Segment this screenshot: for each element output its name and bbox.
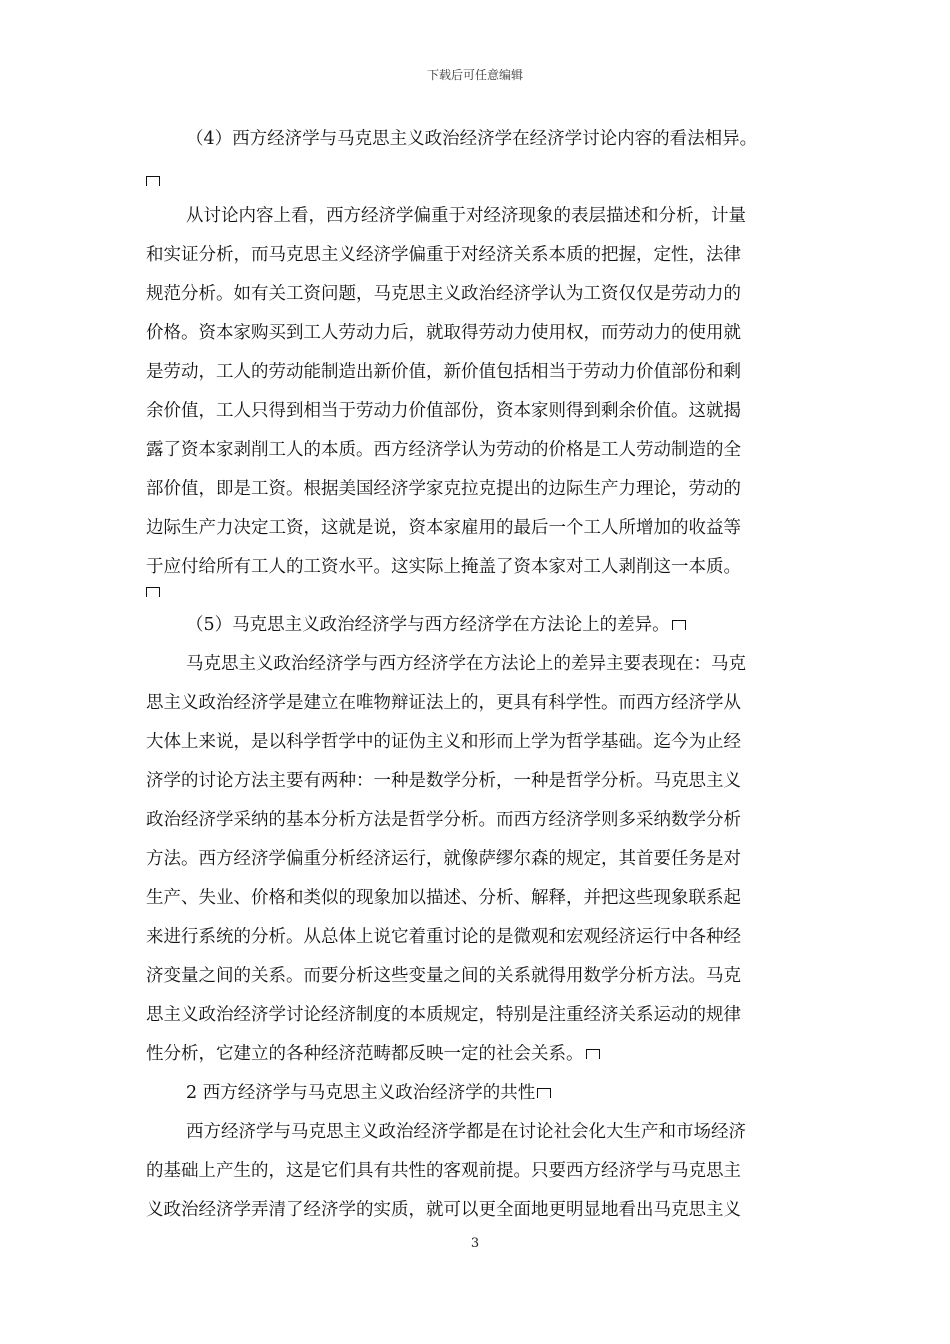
- text-line: 思主义政治经济学是建立在唯物辩证法上的，更具有科学性。而西方经济学从: [146, 693, 741, 713]
- paragraph-mark: [146, 587, 160, 597]
- text-line: 从讨论内容上看，西方经济学偏重于对经济现象的表层描述和分析，计量: [186, 206, 746, 226]
- text-line: 规范分析。如有关工资问题，马克思主义政治经济学认为工资仅仅是劳动力的: [146, 284, 741, 304]
- text-line: 政治经济学采纳的基本分析方法是哲学分析。而西方经济学则多采纳数学分析: [146, 810, 741, 830]
- text-line: 价格。资本家购买到工人劳动力后，就取得劳动力使用权，而劳动力的使用就: [146, 323, 741, 343]
- text-line: （4）西方经济学与马克思主义政治经济学在经济学讨论内容的看法相异。: [186, 129, 758, 149]
- text-line: 性分析，它建立的各种经济范畴都反映一定的社会关系。: [146, 1042, 600, 1066]
- text-line: 于应付给所有工人的工资水平。这实际上掩盖了资本家对工人剥削这一本质。: [146, 557, 741, 577]
- text-line: 马克思主义政治经济学与西方经济学在方法论上的差异主要表现在：马克: [186, 654, 746, 674]
- page-header: 下载后可任意编辑: [426, 68, 523, 82]
- text-line: 西方经济学与马克思主义政治经济学都是在讨论社会化大生产和市场经济: [186, 1122, 746, 1142]
- text-line: 方法。西方经济学偏重分析经济运行，就像萨缪尔森的规定，其首要任务是对: [146, 849, 741, 869]
- text-line: 部价值，即是工资。根据美国经济学家克拉克提出的边际生产力理论，劳动的: [146, 479, 741, 499]
- text-line: 边际生产力决定工资，这就是说，资本家雇用的最后一个工人所增加的收益等: [146, 518, 741, 538]
- text-line: 济学的讨论方法主要有两种：一种是数学分析，一种是哲学分析。马克思主义: [146, 771, 741, 791]
- section-heading: 2 西方经济学与马克思主义政治经济学的共性: [186, 1081, 551, 1105]
- paragraph-mark: [586, 1049, 600, 1059]
- text-line: 大体上来说，是以科学哲学中的证伪主义和形而上学为哲学基础。迄今为止经: [146, 732, 741, 752]
- text-line: 生产、失业、价格和类似的现象加以描述、分析、解释，并把这些现象联系起: [146, 888, 741, 908]
- text-line: 是劳动，工人的劳动能制造出新价值，新价值包括相当于劳动力价值部份和剩: [146, 362, 741, 382]
- paragraph-mark: [146, 176, 160, 186]
- text-line: 和实证分析，而马克思主义经济学偏重于对经济关系本质的把握，定性，法律: [146, 245, 741, 265]
- text-line: 来进行系统的分析。从总体上说它着重讨论的是微观和宏观经济运行中各种经: [146, 927, 741, 947]
- text-line: 义政治经济学弄清了经济学的实质，就可以更全面地更明显地看出马克思主义: [146, 1200, 741, 1220]
- text-line: （5）马克思主义政治经济学与西方经济学在方法论上的差异。: [186, 613, 686, 637]
- page-number: 3: [470, 1236, 480, 1251]
- text-line: 余价值，工人只得到相当于劳动力价值部份，资本家则得到剩余价值。这就揭: [146, 401, 741, 421]
- text-line: 的基础上产生的，这是它们具有共性的客观前提。只要西方经济学与马克思主: [146, 1161, 741, 1181]
- text-line: 济变量之间的关系。而要分析这些变量之间的关系就得用数学分析方法。马克: [146, 966, 741, 986]
- text-line: 露了资本家剥削工人的本质。西方经济学认为劳动的价格是工人劳动制造的全: [146, 440, 741, 460]
- paragraph-mark: [672, 620, 686, 630]
- paragraph-mark: [537, 1088, 551, 1098]
- text-line: 思主义政治经济学讨论经济制度的本质规定，特别是注重经济关系运动的规律: [146, 1005, 741, 1025]
